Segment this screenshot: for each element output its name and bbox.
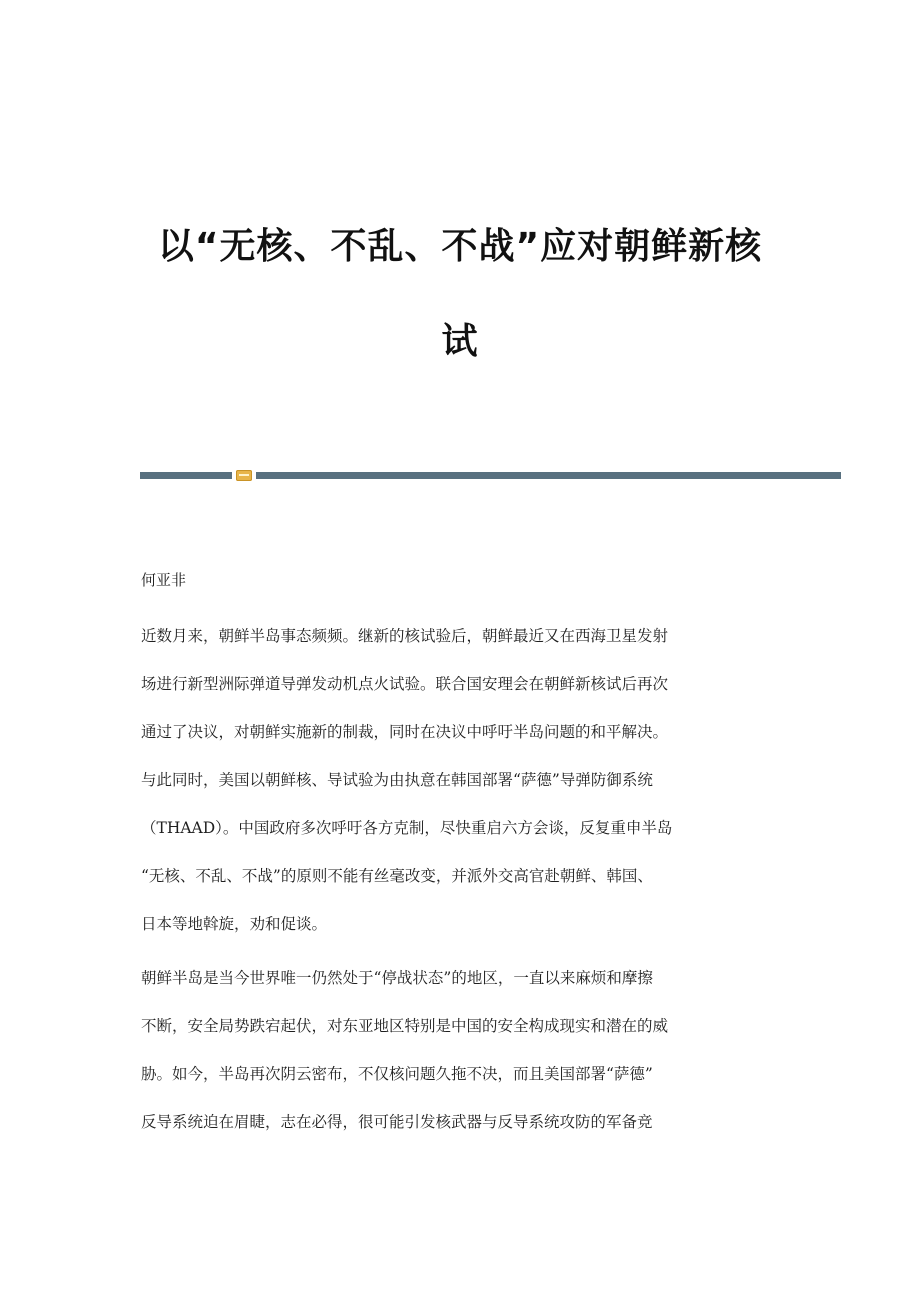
paragraph-line: 与此同时，美国以朝鲜核、导试验为由执意在韩国部署“萨德”导弹防御系统 bbox=[141, 771, 653, 789]
paragraph-2 bbox=[141, 967, 781, 1159]
paragraph-line: 朝鲜半岛是当今世界唯一仍然处于“停战状态”的地区，一直以来麻烦和摩擦 bbox=[141, 969, 653, 987]
document-title-line-2: 试 bbox=[441, 321, 479, 362]
paragraph-line: 场进行新型洲际弹道导弹发动机点火试验。联合国安理会在朝鲜新核试后再次 bbox=[141, 675, 669, 693]
divider-bar-right bbox=[256, 472, 841, 479]
title-divider bbox=[140, 470, 841, 480]
paragraph-line: 通过了决议，对朝鲜实施新的制裁，同时在决议中呼吁半岛问题的和平解决。 bbox=[141, 723, 669, 741]
paragraph-line: 不断，安全局势跌宕起伏，对东亚地区特别是中国的安全构成现实和潜在的威 bbox=[141, 1017, 669, 1035]
document-title-line-1: 以“无核、不乱、不战”应对朝鲜新核 bbox=[157, 226, 763, 267]
paragraph-1 bbox=[141, 625, 781, 961]
paragraph-line: （THAAD）。中国政府多次呼吁各方克制，尽快重启六方会谈，反复重申半岛 bbox=[141, 819, 673, 837]
paragraph-line: 近数月来，朝鲜半岛事态频频。继新的核试验后，朝鲜最近又在西海卫星发射 bbox=[141, 627, 669, 645]
paragraph-line: 胁。如今，半岛再次阴云密布，不仅核问题久拖不决，而且美国部署“萨德” bbox=[141, 1065, 653, 1083]
paragraph-line: “无核、不乱、不战”的原则不能有丝毫改变，并派外交高官赴朝鲜、韩国、 bbox=[141, 867, 653, 885]
divider-bar-left bbox=[140, 472, 232, 479]
paragraph-line: 反导系统迫在眉睫，志在必得，很可能引发核武器与反导系统攻防的军备竞 bbox=[141, 1113, 653, 1131]
author-name: 何亚非 bbox=[141, 571, 187, 589]
divider-emblem-icon bbox=[236, 470, 252, 481]
paragraph-line: 日本等地斡旋，劝和促谈。 bbox=[141, 915, 328, 933]
